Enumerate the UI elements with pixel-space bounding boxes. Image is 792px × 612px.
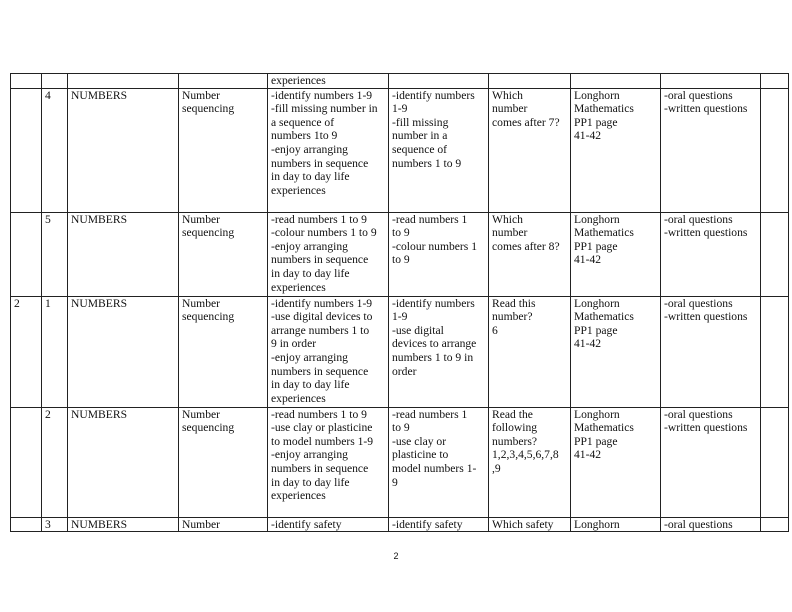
table-row — [11, 517, 789, 532]
cell-sub-strand: Number sequencing — [179, 88, 268, 212]
cell-inquiry: Which number comes after 8? — [489, 212, 571, 296]
cell-lesson: 1 — [42, 296, 68, 407]
cell-assessment: -oral questions -written questions — [661, 407, 761, 517]
cell-inquiry — [489, 74, 571, 89]
cell-sub-strand: Number sequencing — [179, 407, 268, 517]
lesson-plan-table — [10, 73, 789, 532]
page-number: 2 — [393, 551, 399, 561]
table-row — [11, 212, 789, 296]
cell-activities: -identify safety — [389, 517, 489, 532]
cell-lesson — [42, 74, 68, 89]
cell-assessment: -oral questions -written questions — [661, 296, 761, 407]
cell-sub-strand: Number sequencing — [179, 212, 268, 296]
cell-assessment: -oral questions -written questions — [661, 88, 761, 212]
cell-inquiry: Read the following numbers? 1,2,3,4,5,6,7,8 ,9 — [489, 407, 571, 517]
cell-outcomes: experiences — [268, 74, 389, 89]
cell-week — [11, 74, 42, 89]
cell-resources: Longhorn Mathematics PP1 page 41-42 — [571, 407, 661, 517]
cell-strand — [68, 74, 179, 89]
table-row — [11, 74, 789, 89]
cell-inquiry: Which safety — [489, 517, 571, 532]
cell-remarks — [761, 296, 789, 407]
cell-sub-strand — [179, 74, 268, 89]
cell-sub-strand: Number sequencing — [179, 296, 268, 407]
cell-resources: Longhorn Mathematics PP1 page 41-42 — [571, 212, 661, 296]
cell-remarks — [761, 407, 789, 517]
cell-assessment — [661, 74, 761, 89]
cell-resources: Longhorn Mathematics PP1 page 41-42 — [571, 296, 661, 407]
cell-strand: NUMBERS — [68, 517, 179, 532]
cell-outcomes: -identify safety — [268, 517, 389, 532]
cell-remarks — [761, 517, 789, 532]
cell-activities: -identify numbers 1-9 -fill missing number in a sequence of numbers 1 to 9 — [389, 88, 489, 212]
cell-outcomes: -identify numbers 1-9 -use digital devices to arrange numbers 1 to 9 in order -enjoy arranging numbers in sequence in day to day life experiences — [268, 296, 389, 407]
cell-remarks — [761, 74, 789, 89]
cell-remarks — [761, 212, 789, 296]
cell-strand: NUMBERS — [68, 88, 179, 212]
cell-inquiry: Read this number? 6 — [489, 296, 571, 407]
cell-week: 2 — [11, 296, 42, 407]
cell-lesson: 4 — [42, 88, 68, 212]
cell-resources: Longhorn Mathematics PP1 page 41-42 — [571, 88, 661, 212]
cell-resources: Longhorn — [571, 517, 661, 532]
cell-resources — [571, 74, 661, 89]
cell-strand: NUMBERS — [68, 407, 179, 517]
cell-activities — [389, 74, 489, 89]
cell-strand: NUMBERS — [68, 296, 179, 407]
cell-inquiry: Which number comes after 7? — [489, 88, 571, 212]
table-row — [11, 88, 789, 212]
table-row — [11, 407, 789, 517]
cell-lesson: 2 — [42, 407, 68, 517]
cell-week — [11, 517, 42, 532]
cell-lesson: 5 — [42, 212, 68, 296]
cell-outcomes: -read numbers 1 to 9 -colour numbers 1 to 9 -enjoy arranging numbers in sequence in day to day life experiences — [268, 212, 389, 296]
table-row — [11, 296, 789, 407]
cell-activities: -read numbers 1 to 9 -colour numbers 1 to 9 — [389, 212, 489, 296]
cell-strand: NUMBERS — [68, 212, 179, 296]
cell-outcomes: -read numbers 1 to 9 -use clay or plasticine to model numbers 1-9 -enjoy arranging numbers in sequence in day to day life experiences — [268, 407, 389, 517]
cell-activities: -identify numbers 1-9 -use digital devices to arrange numbers 1 to 9 in order — [389, 296, 489, 407]
cell-assessment: -oral questions — [661, 517, 761, 532]
cell-assessment: -oral questions -written questions — [661, 212, 761, 296]
cell-outcomes: -identify numbers 1-9 -fill missing number in a sequence of numbers 1to 9 -enjoy arranging numbers in sequence in day to day life experiences — [268, 88, 389, 212]
cell-sub-strand: Number — [179, 517, 268, 532]
cell-activities: -read numbers 1 to 9 -use clay or plasticine to model numbers 1- 9 — [389, 407, 489, 517]
cell-week — [11, 88, 42, 212]
cell-remarks — [761, 88, 789, 212]
cell-lesson: 3 — [42, 517, 68, 532]
cell-week — [11, 212, 42, 296]
cell-week — [11, 407, 42, 517]
